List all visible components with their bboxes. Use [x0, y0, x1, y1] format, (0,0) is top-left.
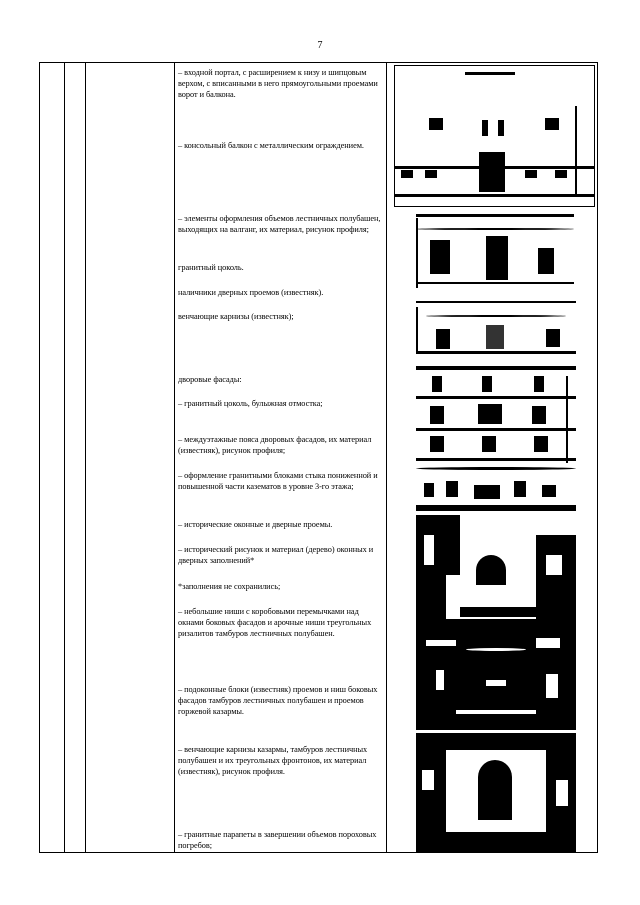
cornice-photo: [416, 295, 576, 355]
text-item: – гранитные парапеты в завершении объемов пороховых погребов;: [178, 830, 377, 851]
table-column-divider: [85, 63, 86, 852]
text-item: – междуэтажные пояса дворовых фасадов, их материал (известняк), рисунок профиля;: [178, 435, 372, 456]
text-item: гранитный цоколь.: [178, 263, 244, 272]
table-column-divider: [174, 63, 175, 852]
table-column-divider: [64, 63, 65, 852]
text-item: венчающие карнизы (известняк);: [178, 312, 294, 321]
text-item: – исторические оконные и дверные проемы.: [178, 520, 333, 529]
text-item: – подоконные блоки (известняк) проемов и ниш боковых фасадов тамбуров лестничных полубашен и проемов горжевой казармы.: [178, 685, 378, 717]
text-item: – элементы оформления объемов лестничных полубашен, выходящих на валганг, их материал, рисунок профиля;: [178, 214, 381, 235]
text-item: – оформление гранитными блоками стыка пониженной и повышенной части казематов в уровне 3-го этажа;: [178, 471, 378, 492]
portal-facade-photo: [394, 65, 595, 207]
stair-tower-photo: [416, 208, 574, 291]
text-item: наличники дверных проемов (известняк).: [178, 288, 324, 297]
text-item: *заполнения не сохранились;: [178, 582, 281, 591]
text-item: – венчающие карнизы казармы, тамбуров лестничных полубашен и их треугольных фронтонов, их материал (известняк), рисунок профиля.: [178, 745, 368, 777]
text-item: – небольшие ниши с коробовыми перемычками над окнами боковых фасадов и арочные ниши треугольных ризалитов тамбуров лестничных полубашен.: [178, 607, 372, 639]
courtyard-facade-photo: [416, 366, 576, 466]
dark-vault-photo: [416, 630, 576, 740]
table-column-divider: [386, 63, 387, 852]
text-item: – входной портал, с расширением к низу и шипцовым верхом, с вписанными в него прямоугольными проемами ворот и балкона.: [178, 68, 378, 100]
courtyard-interior-photo: [416, 463, 576, 515]
text-item: дворовые фасады:: [178, 375, 242, 384]
text-item: – исторический рисунок и материал (дерево) оконных и дверных заполнений*: [178, 545, 374, 566]
page-number: 7: [317, 40, 323, 51]
arched-passage-photo: [416, 515, 576, 630]
text-item: – консольный балкон с металлическим ограждением.: [178, 141, 364, 150]
document-table: [39, 62, 598, 853]
arched-niche-photo: [416, 740, 576, 852]
text-item: – гранитный цоколь, булыжная отмостка;: [178, 399, 323, 408]
